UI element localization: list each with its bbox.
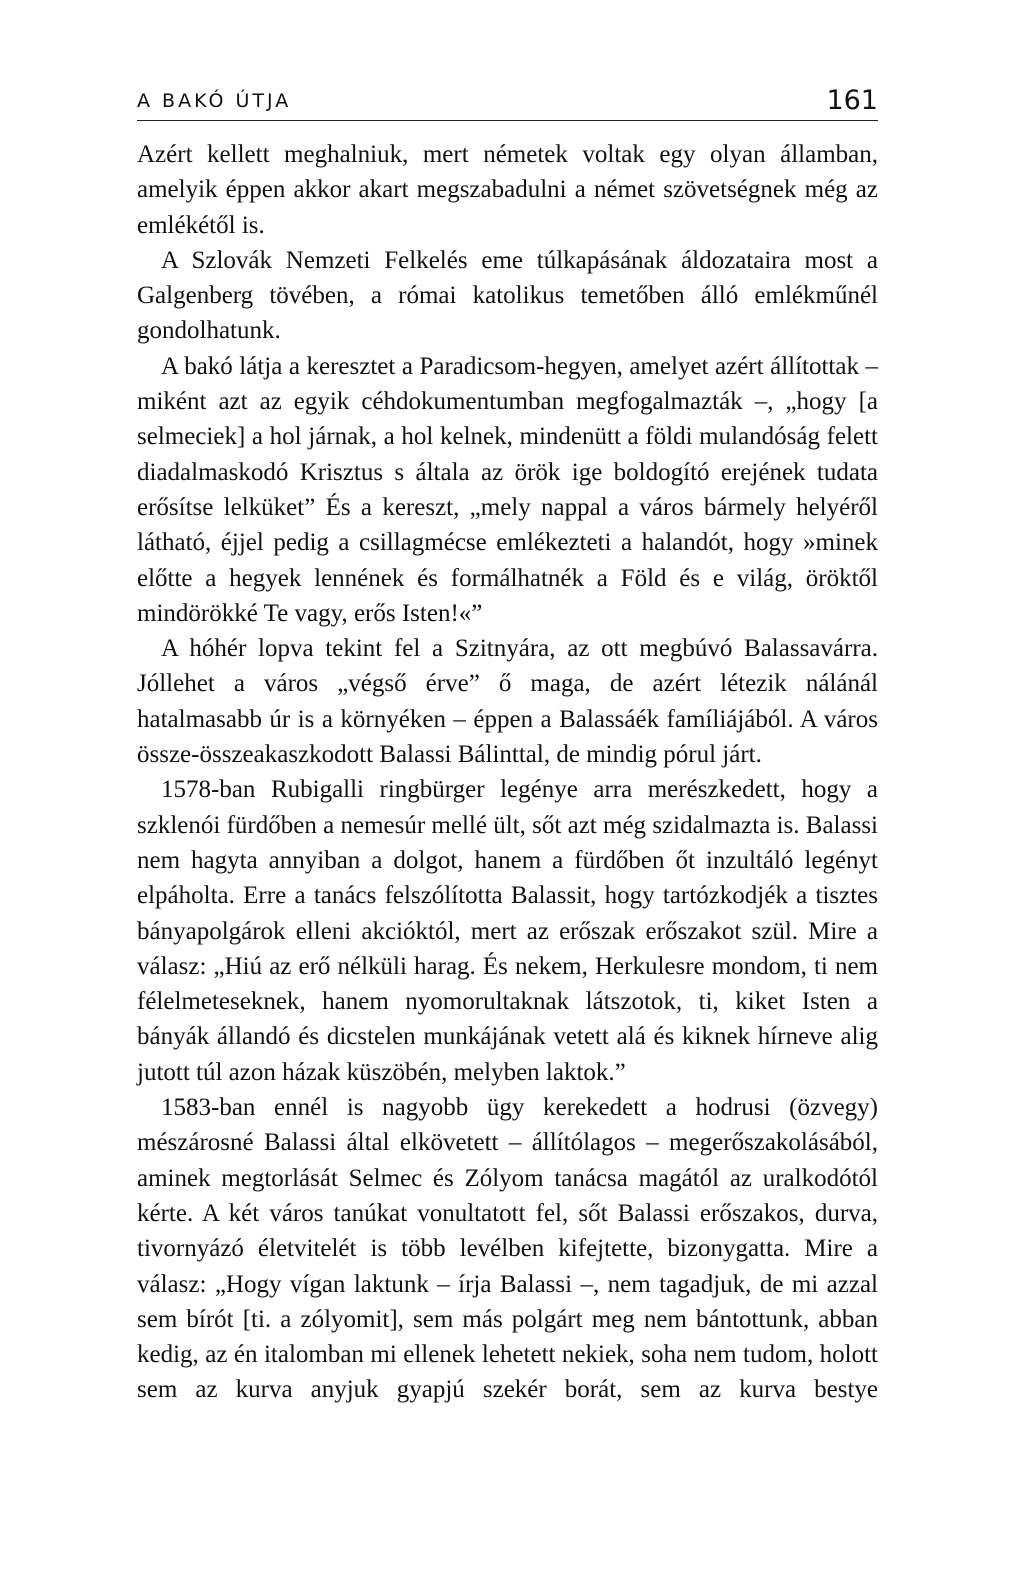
running-title: A BAKÓ ÚTJA <box>137 90 292 112</box>
paragraph-1: Azért kellett meghalniuk, mert németek voltak egy olyan államban, amelyik éppen akkor akart megszabadulni a német szövetségnek még az emlékétől is. <box>137 141 878 239</box>
running-header <box>137 78 878 121</box>
paragraph-5: 1578-ban Rubigalli ringbürger legénye arra merészkedett, hogy a szklenói fürdőben a nemesúr mellé ült, sőt azt még szidalmazta is. Balassi nem hagyta annyiban a dolgot, hanem a fürdőben őt inzultáló legényt elpáholta. Erre a tanács felszólította Balassit, hogy tartózkodjék a tisztes bányapolgárok elleni akcióktól, mert az erőszak erőszakot szül. Mire a válasz: „Hiú az erő nélküli harag. És nekem, Herkulesre mondom, ti nem félelmeteseknek, hanem nyomorultaknak látszotok, ti, kiket Isten a bányák állandó és dicstelen munkájának vetett alá és kiknek hírneve alig jutott túl azon házak küszöbén, melyben laktok.” <box>137 776 878 1086</box>
body-text <box>137 137 878 1408</box>
paragraph-2: A Szlovák Nemzeti Felkelés eme túlkapásának áldozataira most a Galgenberg tövében, a római katolikus temetőben álló emlékműnél gondolhatunk. <box>137 246 878 345</box>
paragraph-4: A hóhér lopva tekint fel a Szitnyára, az ott megbúvó Balassavárra. Jóllehet a város „végső érve” ő maga, de azért létezik nálánál hatalmasabb úr is a környéken – éppen a Balassáék famíliájából. A város össze-összeakaszkodott Balassi Bálinttal, de mindig pórul járt. <box>137 635 878 769</box>
paragraph-6: 1583-ban ennél is nagyobb ügy kerekedett a hodrusi (özvegy) mészárosné Balassi által elkövetett – állítólagos – megerőszakolásából, aminek megtorlását Selmec és Zólyom tanácsa magától az uralkodótól kérte. A két város tanúkat vonultatott fel, sőt Balassi erőszakos, durva, tivornyázó életvitelét is több levélben kifejtette, bizonygatta. Mire a válasz: „Hogy vígan laktunk – írja Balassi –, nem tagadjuk, de mi azzal sem bírót [ti. a zólyomit], sem más polgárt meg nem bántottunk, abban kedig, az én italomban mi ellenek lehetett nekiek, soha nem tudom, holott sem az kurva anyjuk gyapjú szekér borát, sem az kurva bestye <box>137 1094 878 1404</box>
page-number: 161 <box>826 85 878 116</box>
paragraph-3: A bakó látja a keresztet a Paradicsom-hegyen, amelyet azért állítottak – miként azt az egyik céhdokumentumban megfogalmazták –, „hogy [a selmeciek] a hol járnak, a hol kelnek, mindenütt a földi mulandóság felett diadalmaskodó Krisztus s általa az örök ige boldogító erejének tudata erősítse lelküket” És a kereszt, „mely nappal a város bármely helyéről látható, éjjel pedig a csillagmécse emlékezteti a halandót, hogy »minek előtte a hegyek lennének és formálhatnék a Föld és e világ, öröktől mindörökké Te vagy, erős Isten!«” <box>137 352 878 627</box>
book-page <box>137 78 878 1408</box>
